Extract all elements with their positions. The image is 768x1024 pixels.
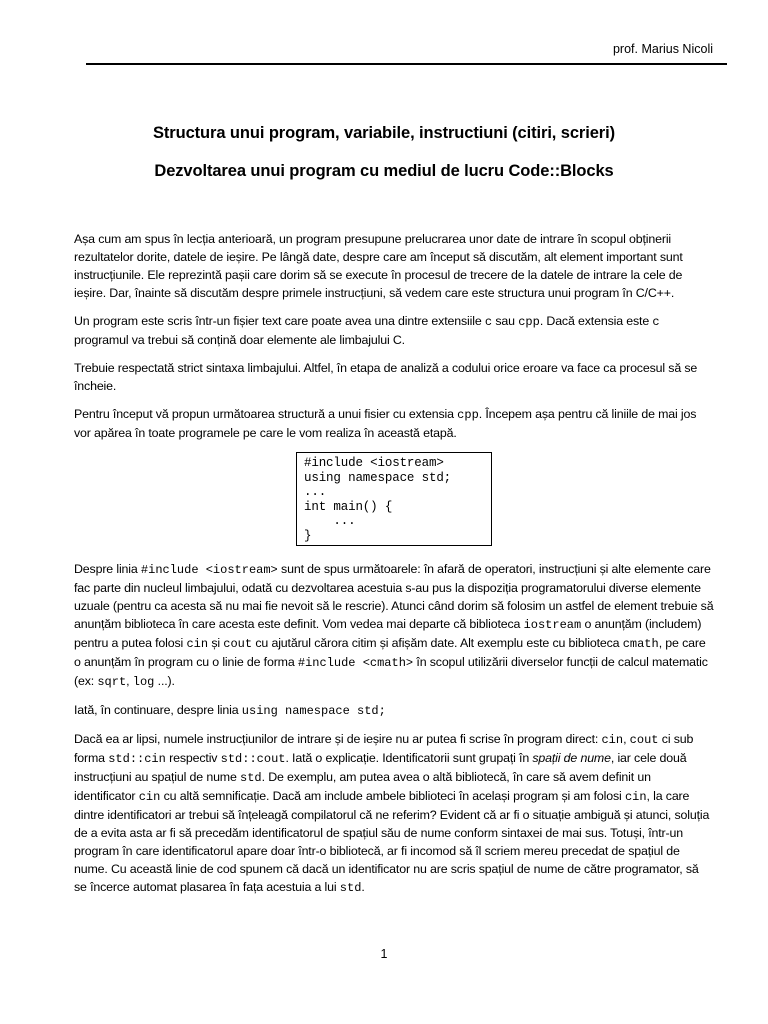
text-run: , bbox=[623, 732, 630, 746]
text-run: . Începem așa pentru că liniile de mai jos vor apărea în toate programele pe care le vom realiza în această etapă. bbox=[74, 407, 697, 440]
document-title: Structura unui program, variabile, instructiuni (citiri, scrieri) bbox=[152, 124, 616, 142]
code-line: using namespace std; bbox=[304, 470, 452, 485]
paragraph-syntax: Trebuie respectată strict sintaxa limbajului. Altfel, în etapa de analiză a codului orice eroare va face ca procesul să se încheie. bbox=[74, 361, 698, 393]
text-run: . bbox=[361, 880, 365, 894]
code-inline: iostream bbox=[523, 618, 582, 632]
code-inline: cpp bbox=[518, 315, 540, 329]
code-line: ... bbox=[304, 485, 327, 499]
code-inline: sqrt bbox=[97, 675, 127, 689]
text-run: ...). bbox=[154, 674, 175, 688]
text-run: Un program este scris într-un fișier text care poate avea una dintre extensiile bbox=[74, 314, 485, 328]
text-run: cu ajutărul cărora citim și afișăm date. Alt exemplu este cu biblioteca bbox=[252, 636, 623, 650]
code-line: ... bbox=[304, 514, 356, 528]
code-inline: cin bbox=[601, 733, 624, 747]
code-inline: std bbox=[240, 771, 262, 785]
text-run: Iată, în continuare, despre linia bbox=[74, 703, 242, 717]
code-sample-box bbox=[296, 452, 492, 546]
paragraph-extensions bbox=[74, 312, 714, 349]
document-subtitle: Dezvoltarea unui program cu mediul de lucru Code::Blocks bbox=[154, 162, 614, 180]
code-inline: #include <iostream> bbox=[140, 563, 278, 577]
text-run: Pentru început vă propun următoarea structură a unui fisier cu extensia bbox=[74, 407, 458, 421]
text-run: sunt de spus următoarele: în afară de operatori, instrucțiuni și alte elemente care fac parte din nucleul limbajului, odată cu dezvoltarea acestuia s-au pus la dispoziția programatorului diverse elemente uzuale (pentru ca acesta să nu mai fie nevoit să le rescrie). Atunci când dorim să folosim un astfel de element trebuie să anunțăm biblioteca în care acesta este definit. Vom vedea mai departe că biblioteca bbox=[74, 562, 714, 631]
text-run: și bbox=[208, 636, 224, 650]
paragraph-include bbox=[74, 560, 714, 691]
code-inline: std::cout bbox=[220, 752, 286, 766]
text-run: în scopul utilizării diverselor funcții de calcul matematic (ex: bbox=[74, 655, 708, 688]
document-body bbox=[74, 230, 714, 907]
code-inline: std::cin bbox=[108, 752, 166, 766]
code-inline: c bbox=[652, 315, 660, 329]
code-inline: cin bbox=[138, 790, 161, 804]
text-run: . De exemplu, am putea avea o altă bibliotecă, în care să avem definit un identificator bbox=[74, 770, 651, 803]
code-inline: log bbox=[132, 675, 155, 689]
paragraph-structure bbox=[74, 405, 714, 442]
code-inline: c bbox=[484, 315, 493, 329]
paragraph-namespace bbox=[74, 730, 714, 897]
text-run: programul va trebui să conțină doar elemente ale limbajului C. bbox=[74, 333, 405, 347]
code-inline: cin bbox=[186, 637, 209, 651]
text-run: ci sub forma bbox=[74, 732, 694, 765]
text-run: sau bbox=[492, 314, 519, 328]
code-inline: cout bbox=[629, 733, 659, 747]
code-line: #include <iostream> bbox=[304, 456, 444, 470]
code-inline: #include <cmath> bbox=[297, 656, 414, 670]
italic-term: spații de nume bbox=[532, 751, 611, 765]
text-run: o anunțăm (includem) pentru a putea folosi bbox=[74, 617, 702, 650]
paragraph-intro: Așa cum am spus în lecția anterioară, un program presupune prelucrarea unor date de intrare în scopul obținerii rezultatelor dorite, datele de ieșire. Pe lângă date, despre care am început să discutăm, alt element important sunt instrucțiunile. Ele reprezintă pașii care dorim să se execute în procesul de trecere de la datele de intrare la cele de ieșire. Dar, înainte să discutăm despre primele instrucțiuni, să vedem care este structura unui program în C/C++. bbox=[74, 232, 683, 300]
text-run: Despre linia bbox=[74, 562, 141, 576]
code-inline: cmath bbox=[622, 637, 659, 651]
text-run: . Dacă extensia este bbox=[539, 314, 653, 328]
code-line: } bbox=[304, 528, 312, 543]
paragraph-namespace-intro bbox=[74, 701, 714, 720]
text-run: respectiv bbox=[165, 751, 221, 765]
text-run: Dacă ea ar lipsi, numele instrucțiunilor de intrare și de ieșire nu ar putea fi scrise în program direct: bbox=[74, 732, 602, 746]
text-run: , bbox=[126, 674, 133, 688]
text-run: cu altă semnificație. Dacă am include ambele biblioteci în același program și am folosi bbox=[160, 789, 625, 803]
text-run: . Iată o explicație. Identificatorii sunt grupați în bbox=[285, 751, 533, 765]
text-run: , pe care o anunțăm în program cu o linie de forma bbox=[74, 636, 706, 669]
code-inline: using namespace std; bbox=[241, 704, 386, 718]
code-inline: cpp bbox=[457, 408, 479, 422]
code-inline: cin bbox=[624, 790, 647, 804]
header-author: prof. Marius Nicoli bbox=[612, 42, 713, 56]
code-line: int main() { bbox=[304, 499, 393, 514]
text-run: , iar cele două instrucțiuni au spațiul de nume bbox=[74, 751, 687, 784]
header-divider bbox=[86, 63, 727, 65]
text-run: , la care dintre identificatori ar trebui să înțeleagă compilatorul că ne referim? Evident că ar fi o situație ambiguă și atunci, soluția de a evita asta ar fi să precedăm identificatorul de spațiul său de nume conform sintaxei de mai sus. Totuși, într-un program în care identificatorul apare doar într-o bibliotecă, ar fi incomod să îl scriem mereu precedat de spațiul de nume. Cu această linie de cod spunem că dacă un identificator nu are scris spațiul de nume de către programator, să se încerce automat plasarea în fața acestuia a lui bbox=[74, 789, 710, 894]
code-inline: cout bbox=[223, 637, 253, 651]
page-number: 1 bbox=[380, 947, 388, 961]
code-inline: std bbox=[339, 881, 362, 895]
